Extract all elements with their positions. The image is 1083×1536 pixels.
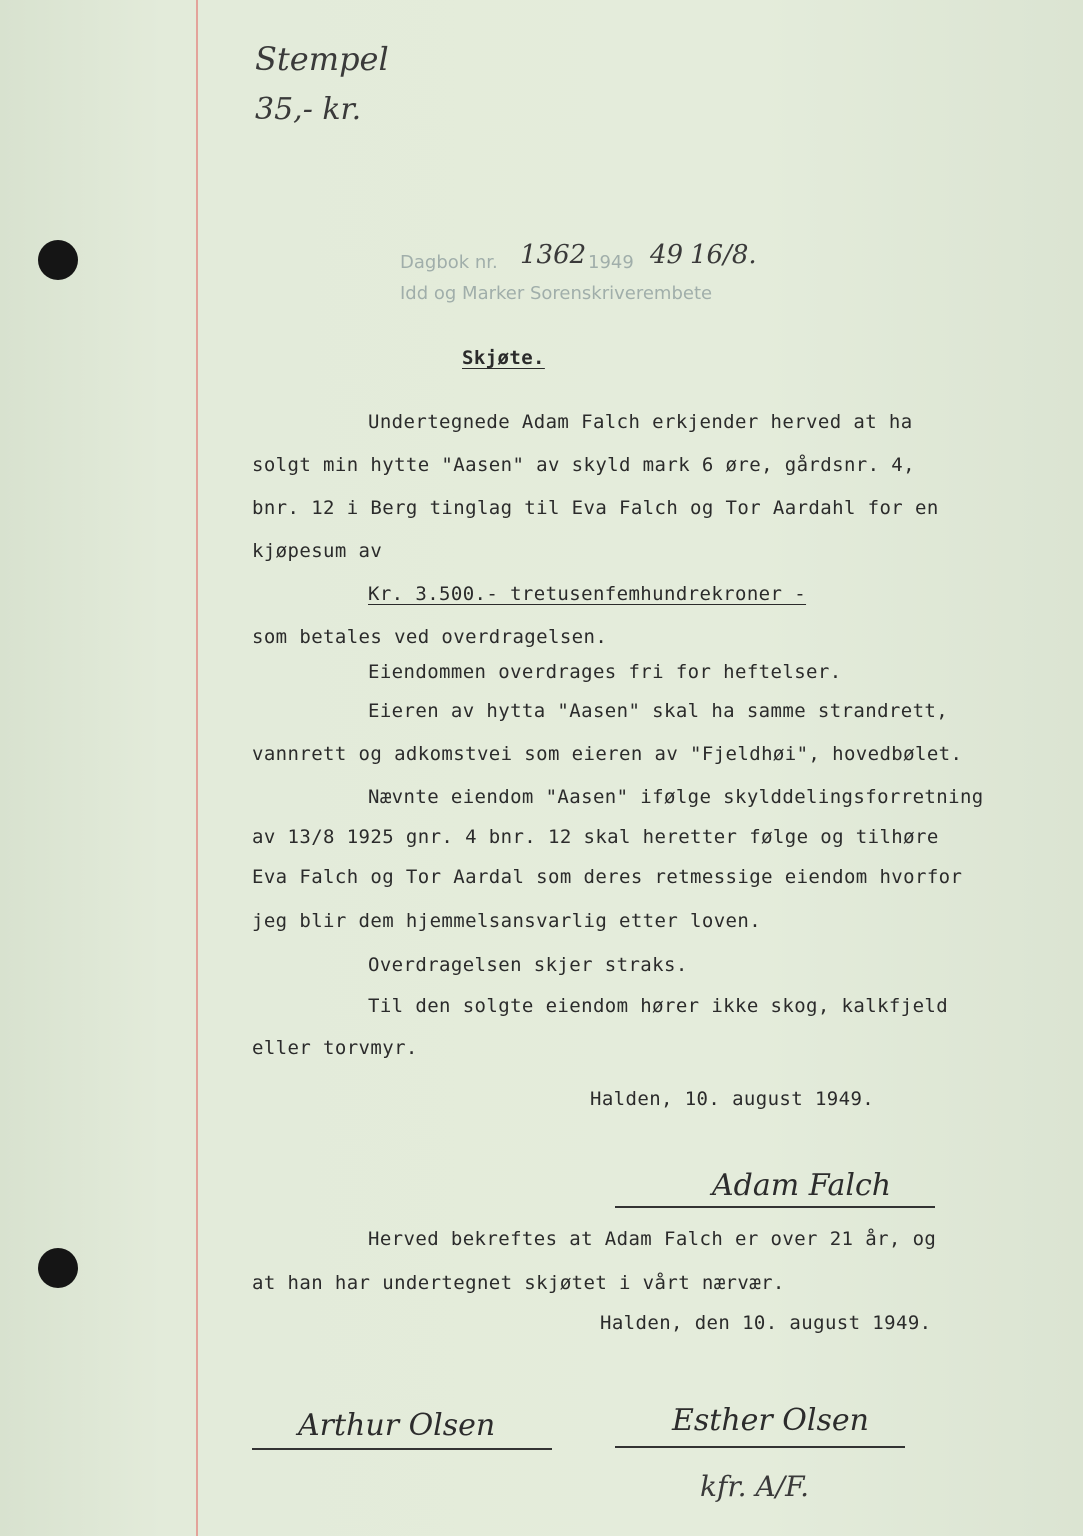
body-line-16: eller torvmyr. [252, 1037, 418, 1059]
office-stamp: Idd og Marker Sorenskriverembete [400, 283, 713, 304]
dagbok-label: Dagbok nr. [400, 252, 498, 273]
body-line-12: Eva Falch og Tor Aardal som deres retmessige eiendom hvorfor [252, 866, 963, 888]
punch-hole-bottom [38, 1248, 78, 1288]
body-line-3: bnr. 12 i Berg tinglag til Eva Falch og Tor Aardahl for en [252, 497, 939, 519]
body-line-8: Eieren av hytta "Aasen" skal ha samme strandrett, [368, 700, 949, 722]
body-line-2: solgt min hytte "Aasen" av skyld mark 6 øre, gårdsnr. 4, [252, 454, 915, 476]
witness-note: kfr. A/F. [700, 1470, 810, 1503]
body-line-6: som betales ved overdragelsen. [252, 626, 608, 648]
dagbok-date: 16/8. [690, 240, 757, 270]
body-line-13: jeg blir dem hjemmelsansvarlig etter loven. [252, 910, 762, 932]
body-line-7: Eiendommen overdrages fri for heftelser. [368, 661, 842, 683]
body-line-15: Til den solgte eiendom hører ikke skog, kalkfjeld [368, 995, 949, 1017]
dagbok-number: 1362 [520, 240, 587, 270]
witness-line-1: Herved bekreftes at Adam Falch er over 21 år, og [368, 1228, 937, 1250]
document-title: Skjøte. [462, 347, 545, 369]
place-date-2: Halden, den 10. august 1949. [600, 1312, 932, 1334]
place-date-1: Halden, 10. august 1949. [590, 1088, 875, 1110]
stamp-fee-note-line2: 35,- kr. [255, 92, 362, 127]
body-line-5-amount: Kr. 3.500.- tretusenfemhundrekroner - [368, 583, 807, 605]
body-line-1: Undertegnede Adam Falch erkjender herved at ha [368, 411, 913, 433]
margin-line [196, 0, 198, 1536]
body-line-14: Overdragelsen skjer straks. [368, 954, 688, 976]
witness-signature-1: Arthur Olsen [298, 1408, 496, 1443]
seller-signature: Adam Falch [712, 1168, 892, 1203]
journal-stamp [400, 252, 498, 273]
dagbok-year: 1949 [588, 252, 634, 273]
punch-hole-top [38, 240, 78, 280]
witness-signature-line-2 [615, 1446, 905, 1448]
witness-signature-2: Esther Olsen [672, 1403, 869, 1438]
stamp-fee-note-line1: Stempel [255, 40, 389, 78]
witness-signature-line-1 [252, 1448, 552, 1450]
dagbok-number-year-suffix: 49 [650, 240, 684, 270]
body-line-11: av 13/8 1925 gnr. 4 bnr. 12 skal heretter følge og tilhøre [252, 826, 939, 848]
body-line-4: kjøpesum av [252, 540, 383, 562]
body-line-10: Nævnte eiendom "Aasen" ifølge skylddelingsforretning [368, 786, 984, 808]
seller-signature-line [615, 1206, 935, 1208]
witness-line-2: at han har undertegnet skjøtet i vårt nærvær. [252, 1272, 785, 1294]
body-line-9: vannrett og adkomstvei som eieren av "Fjeldhøi", hovedbølet. [252, 743, 963, 765]
